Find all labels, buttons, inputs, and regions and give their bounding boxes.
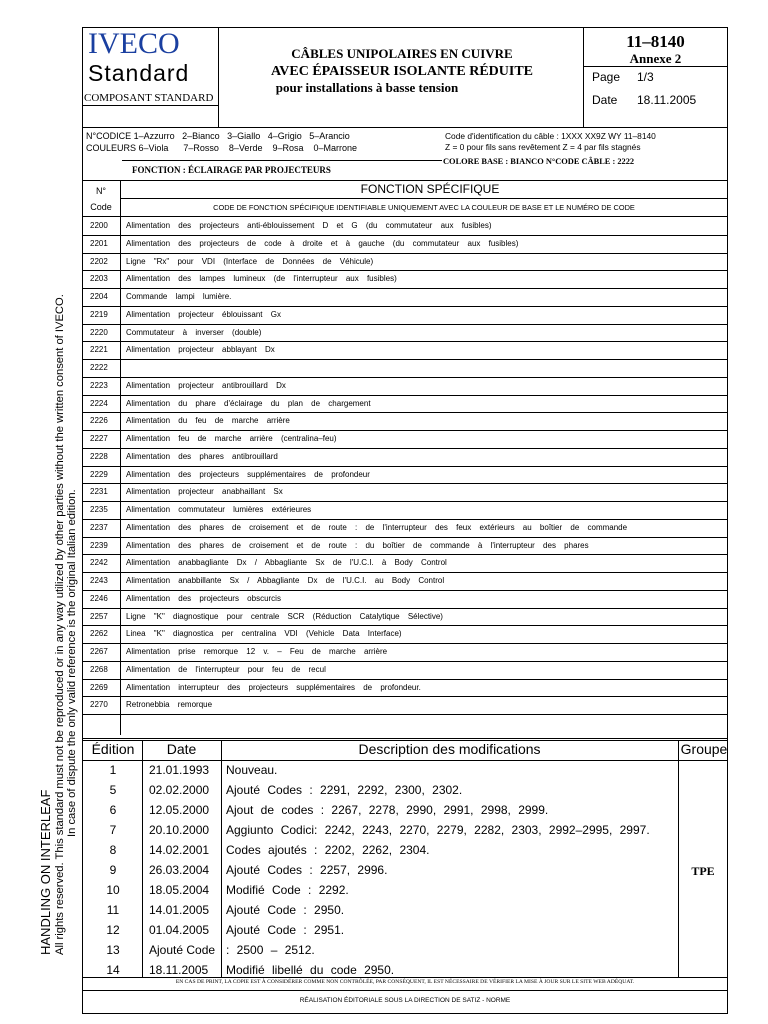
function-code: 2204 xyxy=(90,292,108,301)
function-description: Alimentation des phares de croisement et de route : de l'interrupteur des feux extérieurs au boîtier de commande xyxy=(126,522,628,532)
function-code: 2227 xyxy=(90,434,108,443)
couleurs-values: 6–Viola 7–Rosso 8–Verde 9–Rosa 0–Marrone xyxy=(138,143,357,153)
edition-number: 1 xyxy=(109,763,117,777)
function-description: Ligne "K" diagnostique pour centrale SCR (Réduction Catalytique Sélective) xyxy=(126,611,443,621)
function-code: 2226 xyxy=(90,416,108,426)
function-description: Retronebbia remorque xyxy=(126,700,213,710)
edition-date: 01.04.2005 xyxy=(149,923,210,937)
edition-number: 10 xyxy=(106,883,120,897)
edition-number: 6 xyxy=(109,803,117,817)
function-description: Alimentation des projecteurs de code à droite et à gauche (du commutateur aux fusibles) xyxy=(126,238,519,248)
function-description: Alimentation interrupteur des projecteurs supplémentaires de profondeur. xyxy=(126,682,421,692)
function-description: Alimentation anabbagliante Dx / Abbagliante Sx de l'U.C.I. à Body Control xyxy=(126,558,447,568)
function-code: 2242 xyxy=(90,558,108,568)
edition-number: 5 xyxy=(109,783,117,797)
function-code: 2237 xyxy=(90,522,108,532)
edition-date: 14.02.2001 xyxy=(149,843,210,857)
col-date: Date xyxy=(166,741,197,757)
edition-description: Aggiunto Codici: 2242, 2243, 2270, 2279, 2282, 2303, 2992–2995, 2997. xyxy=(226,823,650,837)
fonction-title: FONCTION : ÉCLAIRAGE PAR PROJECTEURS xyxy=(132,165,331,175)
function-code: 2231 xyxy=(90,487,108,497)
function-code: 2229 xyxy=(90,469,108,479)
function-description: Alimentation prise remorque 12 v. – Feu de marche arrière xyxy=(126,647,388,656)
function-description: Commutateur à inverser (double) xyxy=(126,327,262,337)
edition-number: 11 xyxy=(106,903,120,917)
iveco-logo: IVECO xyxy=(88,27,180,60)
edition-number: 14 xyxy=(106,963,120,977)
cable-z-note: Z = 0 pour fils sans revêtement Z = 4 par fils stagnés xyxy=(445,142,641,152)
annex-label: Annexe 2 xyxy=(629,51,682,66)
function-code: 2222 xyxy=(90,363,108,372)
edition-description: : 2500 – 2512. xyxy=(226,943,315,957)
function-code: 2201 xyxy=(90,238,108,248)
edition-number: 9 xyxy=(109,863,117,877)
function-description: Alimentation des lampes lumineux (de l'interrupteur aux fusibles) xyxy=(126,274,397,284)
function-code: 2268 xyxy=(90,664,108,674)
doc-title-line1: CÂBLES UNIPOLAIRES EN CUIVRE xyxy=(291,46,513,61)
function-description: Alimentation projecteur abblayant Dx xyxy=(126,345,275,355)
cable-id: Code d'identification du câble : 1XXX XX9Z WY 11–8140 xyxy=(445,131,656,141)
edition-date: 26.03.2004 xyxy=(149,863,210,877)
date-value: 18.11.2005 xyxy=(637,93,697,107)
function-description: Alimentation des projecteurs supplémentaires de profondeur xyxy=(126,469,370,479)
color-codes-line1 xyxy=(86,131,350,141)
edition-number: 7 xyxy=(109,823,117,837)
function-description: Alimentation projecteur antibrouillard Dx xyxy=(126,380,286,390)
codice-values: 1–Azzurro 2–Bianco 3–Giallo 4–Grigio 5–Arancio xyxy=(133,131,350,141)
col-code-label: Code xyxy=(90,202,112,212)
edition-description: Ajouté Codes : 2257, 2996. xyxy=(226,863,388,877)
edition-description: Nouveau. xyxy=(226,763,278,777)
function-description: Alimentation projecteur anabhaillant Sx xyxy=(126,487,283,497)
function-code: 2223 xyxy=(90,380,108,390)
edition-number: 8 xyxy=(109,843,117,857)
function-code: 2221 xyxy=(90,345,108,355)
edition-date: 18.11.2005 xyxy=(149,963,209,977)
edition-date: 14.01.2005 xyxy=(149,903,210,917)
edition-description: Ajout de codes : 2267, 2278, 2990, 2991, 2998, 2999. xyxy=(226,803,549,817)
table-subtitle: CODE DE FONCTION SPÉCIFIQUE IDENTIFIABLE UNIQUEMENT AVEC LA COULEUR DE BASE ET LE NUMÉRO DE CODE xyxy=(213,203,635,212)
edition-date: 02.02.2000 xyxy=(149,783,210,797)
dispute-note: In case of dispute the only valid reference is the original Italian edition. xyxy=(66,489,78,837)
function-description: Alimentation commutateur lumières extérieures xyxy=(126,505,312,514)
edition-date: 21.01.1993 xyxy=(149,763,210,777)
function-description: Alimentation de l'interrupteur pour feu de recul xyxy=(126,664,326,674)
edition-number: 12 xyxy=(106,923,120,937)
col-edition: Édition xyxy=(91,741,135,757)
edition-date: 20.10.2000 xyxy=(149,823,210,837)
edition-date: Ajouté Code xyxy=(149,943,216,957)
function-description: Alimentation du phare d'éclairage du plan de chargement xyxy=(126,398,371,408)
edition-description: Ajouté Codes : 2291, 2292, 2300, 2302. xyxy=(226,783,463,797)
group-value: TPE xyxy=(691,864,715,878)
function-code: 2267 xyxy=(90,647,108,656)
table-title: FONCTION SPÉCIFIQUE xyxy=(360,182,500,196)
function-code: 2219 xyxy=(90,309,108,319)
page-value: 1/3 xyxy=(637,70,654,84)
function-code: 2220 xyxy=(90,327,108,337)
component-label: COMPOSANT STANDARD xyxy=(84,92,214,104)
edition-description: Ajouté Code : 2951. xyxy=(226,923,345,937)
edition-description: Codes ajoutés : 2202, 2262, 2304. xyxy=(226,843,430,857)
page-label: Page xyxy=(592,70,621,84)
function-code: 2200 xyxy=(90,221,108,230)
function-description: Commande lampi lumière. xyxy=(126,292,232,301)
function-code: 2243 xyxy=(90,576,108,585)
standard-label: Standard xyxy=(88,60,190,86)
function-code: 2246 xyxy=(90,593,108,603)
color-codes-line2 xyxy=(86,143,357,153)
function-code: 2270 xyxy=(90,700,108,710)
edition-description: Modifié libellé du code 2950. xyxy=(226,963,395,977)
print-note: EN CAS DE PRINT, LA COPIE EST À CONSIDÉRER COMME NON CONTRÔLÉE, PAR CONSÉQUENT, IL EST NÉCESSAIRE DE VÉRIFIER LA MISE À JOUR SUR LE SITE WEB ADÉQUAT. xyxy=(175,979,635,985)
handling-note: HANDLING ON INTERLEAF xyxy=(38,789,53,955)
col-description: Description des modifications xyxy=(358,741,541,757)
rights-note: All rights reserved. This standard must not be reproduced or in any way utilized by other parties without the written consent of IVECO. xyxy=(54,294,66,955)
function-code: 2224 xyxy=(90,398,108,408)
function-code: 2235 xyxy=(90,505,108,514)
function-description: Alimentation des phares de croisement et de route : du boîtier de commande à l'interrupteur des phares xyxy=(126,540,589,550)
function-code: 2269 xyxy=(90,682,108,692)
edition-description: Modifié Code : 2292. xyxy=(226,883,349,897)
function-description: Alimentation anabbillante Sx / Abbagliante Dx de l'U.C.I. au Body Control xyxy=(126,576,445,585)
function-code: 2228 xyxy=(90,451,108,461)
function-description: Alimentation feu de marche arrière (centralina–feu) xyxy=(126,434,337,443)
function-description: Alimentation projecteur éblouissant Gx xyxy=(126,309,281,319)
function-code: 2203 xyxy=(90,274,108,284)
function-description: Ligne "Rx" pour VDI (Interface de Données de Véhicule) xyxy=(126,256,374,266)
function-code: 2257 xyxy=(90,611,108,621)
couleurs-label: COULEURS xyxy=(86,143,137,153)
edition-number: 13 xyxy=(106,943,120,957)
function-code: 2239 xyxy=(90,540,108,550)
base-color: COLORE BASE : BIANCO N°CODE CÂBLE : 2222 xyxy=(443,157,635,166)
col-no-label: N° xyxy=(95,186,107,196)
function-code: 2202 xyxy=(90,256,108,266)
doc-title-line3: pour installations à basse tension xyxy=(275,80,459,95)
col-group: Groupe xyxy=(680,741,728,757)
function-description: Alimentation des phares antibrouillard xyxy=(126,451,278,461)
function-description: Alimentation du feu de marche arrière xyxy=(126,416,290,426)
date-label: Date xyxy=(592,93,618,107)
function-description: Alimentation des projecteurs anti-éblouissement D et G (du commutateur aux fusibles) xyxy=(126,221,492,230)
edition-date: 18.05.2004 xyxy=(149,883,210,897)
realisation-note: RÉALISATION ÉDITORIALE SOUS LA DIRECTION DE SATIZ - NORME xyxy=(299,997,511,1004)
codice-label: N°CODICE xyxy=(86,131,132,141)
function-description: Linea "K" diagnostica per centralina VDI (Vehicle Data Interface) xyxy=(126,629,402,639)
doc-title-line2: AVEC ÉPAISSEUR ISOLANTE RÉDUITE xyxy=(270,64,534,79)
edition-description: Ajouté Code : 2950. xyxy=(226,903,345,917)
edition-date: 12.05.2000 xyxy=(149,803,210,817)
doc-number: 11–8140 xyxy=(626,32,685,51)
function-description: Alimentation des projecteurs obscurcis xyxy=(126,593,281,603)
function-code: 2262 xyxy=(90,629,108,639)
